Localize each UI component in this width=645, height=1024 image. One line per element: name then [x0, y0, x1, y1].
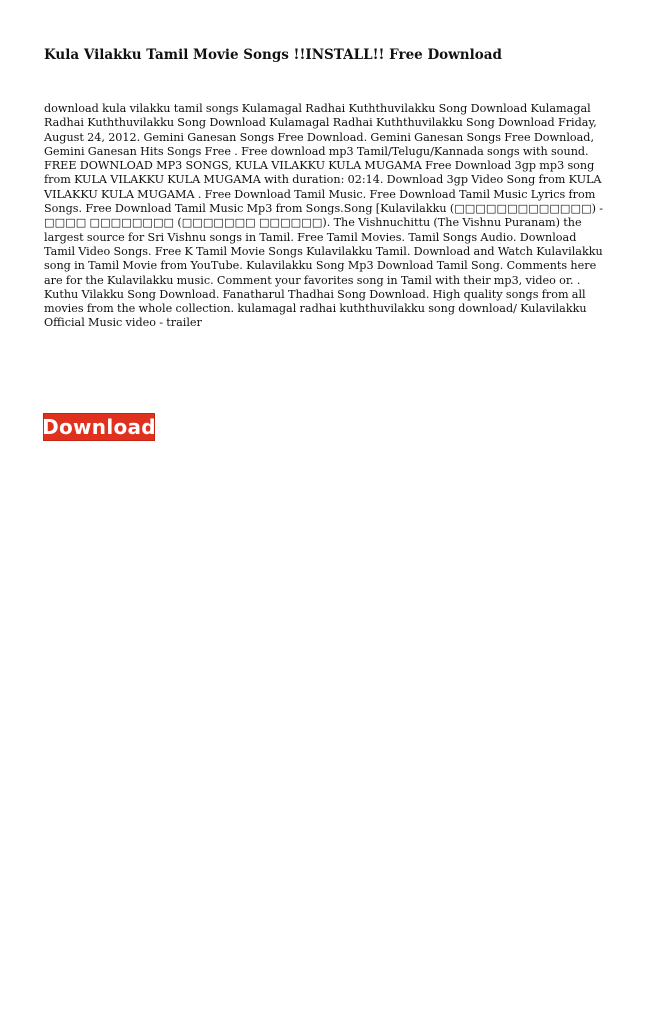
body-paragraph: download kula vilakku tamil songs Kulamagal Radhai Kuththuvilakku Song Download Kulamagal Radhai Kuththuvilakku Song Download Kulamagal Radhai Kuththuvilakku Song Download Friday, August 24, 2012. Gemini Ganesan Songs Free Download. Gemini Ganesan Songs Free Download, Gemini Ganesan Hits Songs Free . Free download mp3 Tamil/Telugu/Kannada songs with sound. FREE DOWNLOAD MP3 SONGS, KULA VILAKKU KULA MUGAMA Free Download 3gp mp3 song from KULA VILAKKU KULA MUGAMA with duration: 02:14. Download 3gp Video Song from KULA VILAKKU KULA MUGAMA . Free Download Tamil Music. Free Download Tamil Music Lyrics from Songs. Free Download Tamil Music Mp3 from Songs.Song [Kulavilakku (□□□□□□□□□□□□□) - □□□□ □□□□□□□□ (□□□□□□□ □□□□□□). The Vishnuchittu (The Vishnu Puranam) the largest source for Sri Vishnu songs in Tamil. Free Tamil Movies. Tamil Songs Audio. Download Tamil Video Songs. Free K Tamil Movie Songs Kulavilakku Tamil. Download and Watch Kulavilakku song in Tamil Movie from YouTube. Kulavilakku Song Mp3 Download Tamil Song. Comments here are for the Kulavilakku music. Comment your favorites song in Tamil with their mp3, video or. . Kuthu Vilakku Song Download. Fanatharul Thadhai Song Download. High quality songs from all movies from the whole collection. kulamagal radhai kuththuvilakku song download/ Kulavilakku Official Music video - trailer	[44, 102, 604, 330]
download-button[interactable]	[43, 413, 155, 441]
download-button-label: Download	[42, 415, 156, 439]
page-title: Kula Vilakku Tamil Movie Songs !!INSTALL!! Free Download	[44, 47, 502, 63]
